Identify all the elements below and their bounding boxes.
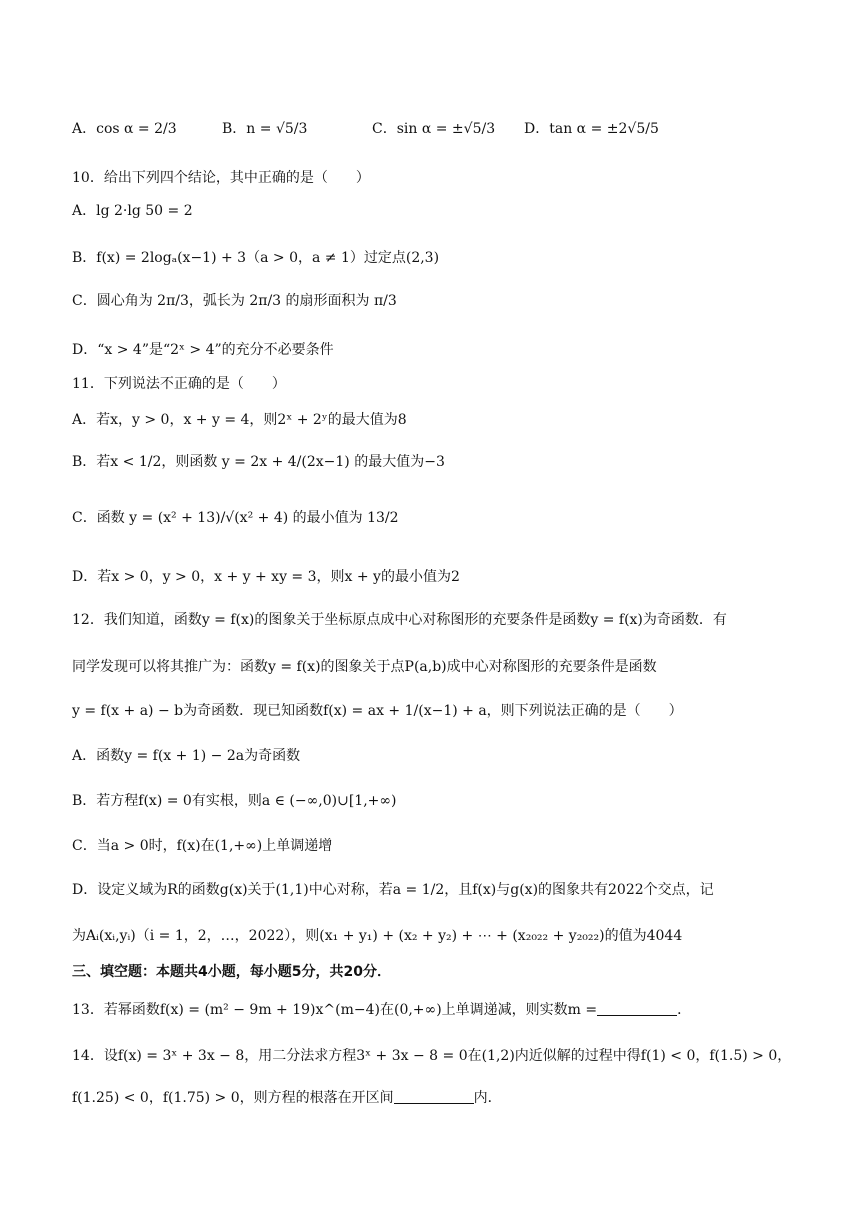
- q9-option-b: [222, 118, 307, 138]
- question-line-q12-3: y = f(x + a) − b为奇函数．现已知函数f(x) = ax + 1/(x−1) + a，则下列说法正确的是（ ）: [72, 703, 683, 719]
- q14-line-2: [72, 1088, 800, 1108]
- question-line-q10: 10．给出下列四个结论，其中正确的是（ ）: [72, 170, 370, 186]
- q13-answer-blank[interactable]: [597, 1001, 677, 1016]
- q14-text: f(1.25) < 0，f(1.75) > 0，则方程的根落在开区间: [72, 1090, 394, 1106]
- question-line-q10-b: B．f(x) = 2logₐ(x−1) + 3（a > 0，a ≠ 1）过定点(2,3): [72, 250, 440, 266]
- question-line-q11-c: C．函数 y = (x² + 13)/√(x² + 4) 的最小值为 13/2: [72, 510, 399, 526]
- question-line-q12-c: C．当a > 0时，f(x)在(1,+∞)上单调递增: [72, 838, 333, 854]
- q14-line-1: 14．设f(x) = 3ˣ + 3x − 8，用二分法求方程3ˣ + 3x − 8 = 0在(1,2)内近似解的过程中得f(1) < 0，f(1.5) > 0，: [72, 1048, 792, 1064]
- q9-option-a: [72, 118, 177, 138]
- question-line-q11-a: A．若x，y > 0，x + y = 4，则2ˣ + 2ʸ的最大值为8: [72, 412, 407, 428]
- question-line-q10-c: C．圆心角为 2π/3，弧长为 2π/3 的扇形面积为 π/3: [72, 293, 397, 309]
- question-line-q11-b: B．若x < 1/2，则函数 y = 2x + 4/(2x−1) 的最大值为−3: [72, 454, 445, 470]
- question-line-q12-d1: D．设定义域为R的函数g(x)关于(1,1)中心对称，若a = 1/2，且f(x)与g(x)的图象共有2022个交点，记: [72, 882, 714, 898]
- q9-option-a-label: A．: [72, 121, 97, 137]
- q14-end: 内．: [473, 1090, 502, 1106]
- question-line-q12-1: 12．我们知道，函数y = f(x)的图象关于坐标原点成中心对称图形的充要条件是函数y = f(x)为奇函数．有: [72, 612, 727, 628]
- q9-options-row: [72, 108, 792, 152]
- q14-answer-blank[interactable]: [394, 1089, 474, 1104]
- question-line-q10-a: A．lg 2·lg 50 = 2: [72, 203, 193, 219]
- question-line-q10-d: D．“x > 4”是“2ˣ > 4”的充分不必要条件: [72, 342, 334, 358]
- q9-option-a-expr: cos α = 2/3: [96, 121, 177, 137]
- q9-option-d-expr: tan α = ±2√5/5: [549, 121, 659, 137]
- section-3-heading: 三、填空题：本题共4小题，每小题5分，共20分．: [72, 964, 391, 980]
- q9-option-c-expr: sin α = ±√5/3: [396, 121, 496, 137]
- q9-option-b-expr: n = √5/3: [246, 121, 308, 137]
- question-line-q11-d: D．若x > 0，y > 0，x + y + xy = 3，则x + y的最小值为2: [72, 569, 460, 585]
- question-line-q12-b: B．若方程f(x) = 0有实根，则a ∈ (−∞,0)∪[1,+∞): [72, 793, 397, 809]
- question-line-q12-d2: 为Aᵢ(xᵢ,yᵢ)（i = 1，2，…，2022），则(x₁ + y₁) + (x₂ + y₂) + ⋯ + (x₂₀₂₂ + y₂₀₂₂)的值为4044: [72, 928, 683, 944]
- q9-option-d: [524, 118, 659, 138]
- question-line-q11: 11．下列说法不正确的是（ ）: [72, 376, 286, 392]
- q13-line: [72, 1000, 800, 1020]
- question-line-q12-2: 同学发现可以将其推广为：函数y = f(x)的图象关于点P(a,b)成中心对称图形的充要条件是函数: [72, 659, 657, 675]
- q13-end: ．: [677, 1002, 692, 1018]
- q13-text: 13．若幂函数f(x) = (m² − 9m + 19)x^(m−4)在(0,+∞)上单调递减，则实数m =: [72, 1002, 598, 1018]
- q9-option-d-label: D．: [524, 121, 550, 137]
- q9-option-c: [372, 118, 495, 138]
- question-line-q12-a: A．函数y = f(x + 1) − 2a为奇函数: [72, 748, 301, 764]
- q9-option-c-label: C．: [372, 121, 397, 137]
- q9-option-b-label: B．: [222, 121, 247, 137]
